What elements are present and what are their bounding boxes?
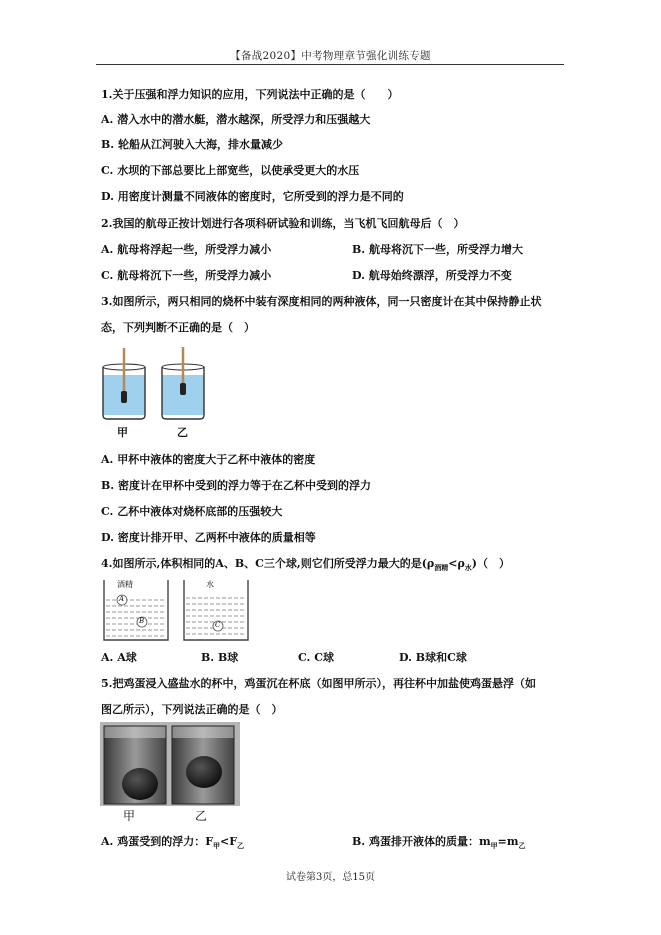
q5-stem-line1: 5.把鸡蛋浸入盛盐水的杯中，鸡蛋沉在杯底（如图甲所示），再往杯中加盐使鸡蛋悬浮（如 [101,677,536,690]
q1-stem: 1.关于压强和浮力知识的应用，下列说法中正确的是（ ） [101,88,399,101]
q3-option-d: D. 密度计排开甲、乙两杯中液体的质量相等 [101,531,316,544]
q5-option-a [101,835,244,853]
q3-stem-line1: 3.如图所示，两只相同的烧杯中装有深度相同的两种液体，同一只密度计在其中保持静止状 [101,295,542,308]
container-water [184,580,248,640]
container-alcohol [104,580,168,640]
q4-ball-c-label: C [215,621,221,629]
q3-option-a: A. 甲杯中液体的密度大于乙杯中液体的密度 [101,453,316,466]
beaker-yi [162,347,204,419]
q5-option-a-sub1: 甲 [213,841,221,851]
q4-sub-water: 水 [464,563,472,573]
q4-stem-mid: <ρ [448,557,465,570]
q5-option-b-mid: =m [497,835,519,848]
q2-option-d: D. 航母始终漂浮，所受浮力不变 [352,269,512,282]
q1-option-a: A. 潜入水中的潜水艇，潜水越深，所受浮力和压强越大 [101,113,371,126]
q2-option-c: C. 航母将沉下一些，所受浮力减小 [101,269,272,282]
q5-label-jia: 甲 [123,809,136,823]
q4-stem-main: 4.如图所示,体积相同的A、B、C三个球,则它们所受浮力最大的是(ρ [101,557,435,570]
q5-label-yi: 乙 [195,809,208,823]
q5-option-a-sub2: 乙 [237,841,245,851]
q3-stem-line2: 态，下列判断不正确的是（ ） [101,321,255,334]
q5-option-a-mid: <F [220,835,238,848]
glass-yi [172,726,234,804]
q3-label-jia: 甲 [117,426,128,439]
q3-label-yi: 乙 [177,426,188,439]
q3-option-c: C. 乙杯中液体对烧杯底部的压强较大 [101,505,283,518]
q4-option-a: A. A球 [101,651,137,664]
q1-option-d: D. 用密度计测量不同液体的密度时，它所受到的浮力是不同的 [101,190,404,203]
q5-option-a-main: A. 鸡蛋受到的浮力：F [101,835,214,848]
header-rule [96,64,564,65]
q3-option-b: B. 密度计在甲杯中受到的浮力等于在乙杯中受到的浮力 [101,479,371,492]
q5-option-b-sub1: 甲 [490,841,498,851]
q4-option-b: B. B球 [201,651,239,664]
q2-option-a: A. 航母将浮起一些，所受浮力减小 [101,243,272,256]
q1-option-b: B. 轮船从江河驶入大海，排水量减少 [101,138,283,151]
q4-stem [101,557,510,575]
q2-stem: 2.我国的航母正按计划进行各项科研试验和训练，当飞机飞回航母后（ ） [101,217,465,230]
q5-option-b [352,835,525,853]
q4-label-water: 水 [206,580,214,589]
q1-option-c: C. 水坝的下部总要比上部宽些，以使承受更大的水压 [101,164,360,177]
q2-option-b: B. 航母将沉下一些，所受浮力增大 [352,243,523,256]
q4-stem-tail: )（ ） [471,557,511,570]
q4-option-c: C. C球 [298,651,334,664]
q4-ball-a-label: A [119,595,125,603]
glass-jia [104,726,166,804]
q5-option-b-main: B. 鸡蛋排开液体的质量：m [352,835,491,848]
page-header: 【备战2020】中考物理章节强化训练专题 [230,50,431,62]
q5-stem-line2: 图乙所示），下列说法正确的是（ ） [101,703,283,716]
q4-option-d: D. B球和C球 [399,651,467,664]
beaker-jia [103,348,145,419]
q5-option-b-sub2: 乙 [518,841,526,851]
page-footer: 试卷第3页，总15页 [285,872,376,883]
q4-ball-b-label: B [139,617,145,625]
q4-label-alcohol: 酒精 [117,580,133,589]
q5-egg-photo [100,722,240,824]
q4-sub-alcohol: 酒精 [434,563,449,573]
